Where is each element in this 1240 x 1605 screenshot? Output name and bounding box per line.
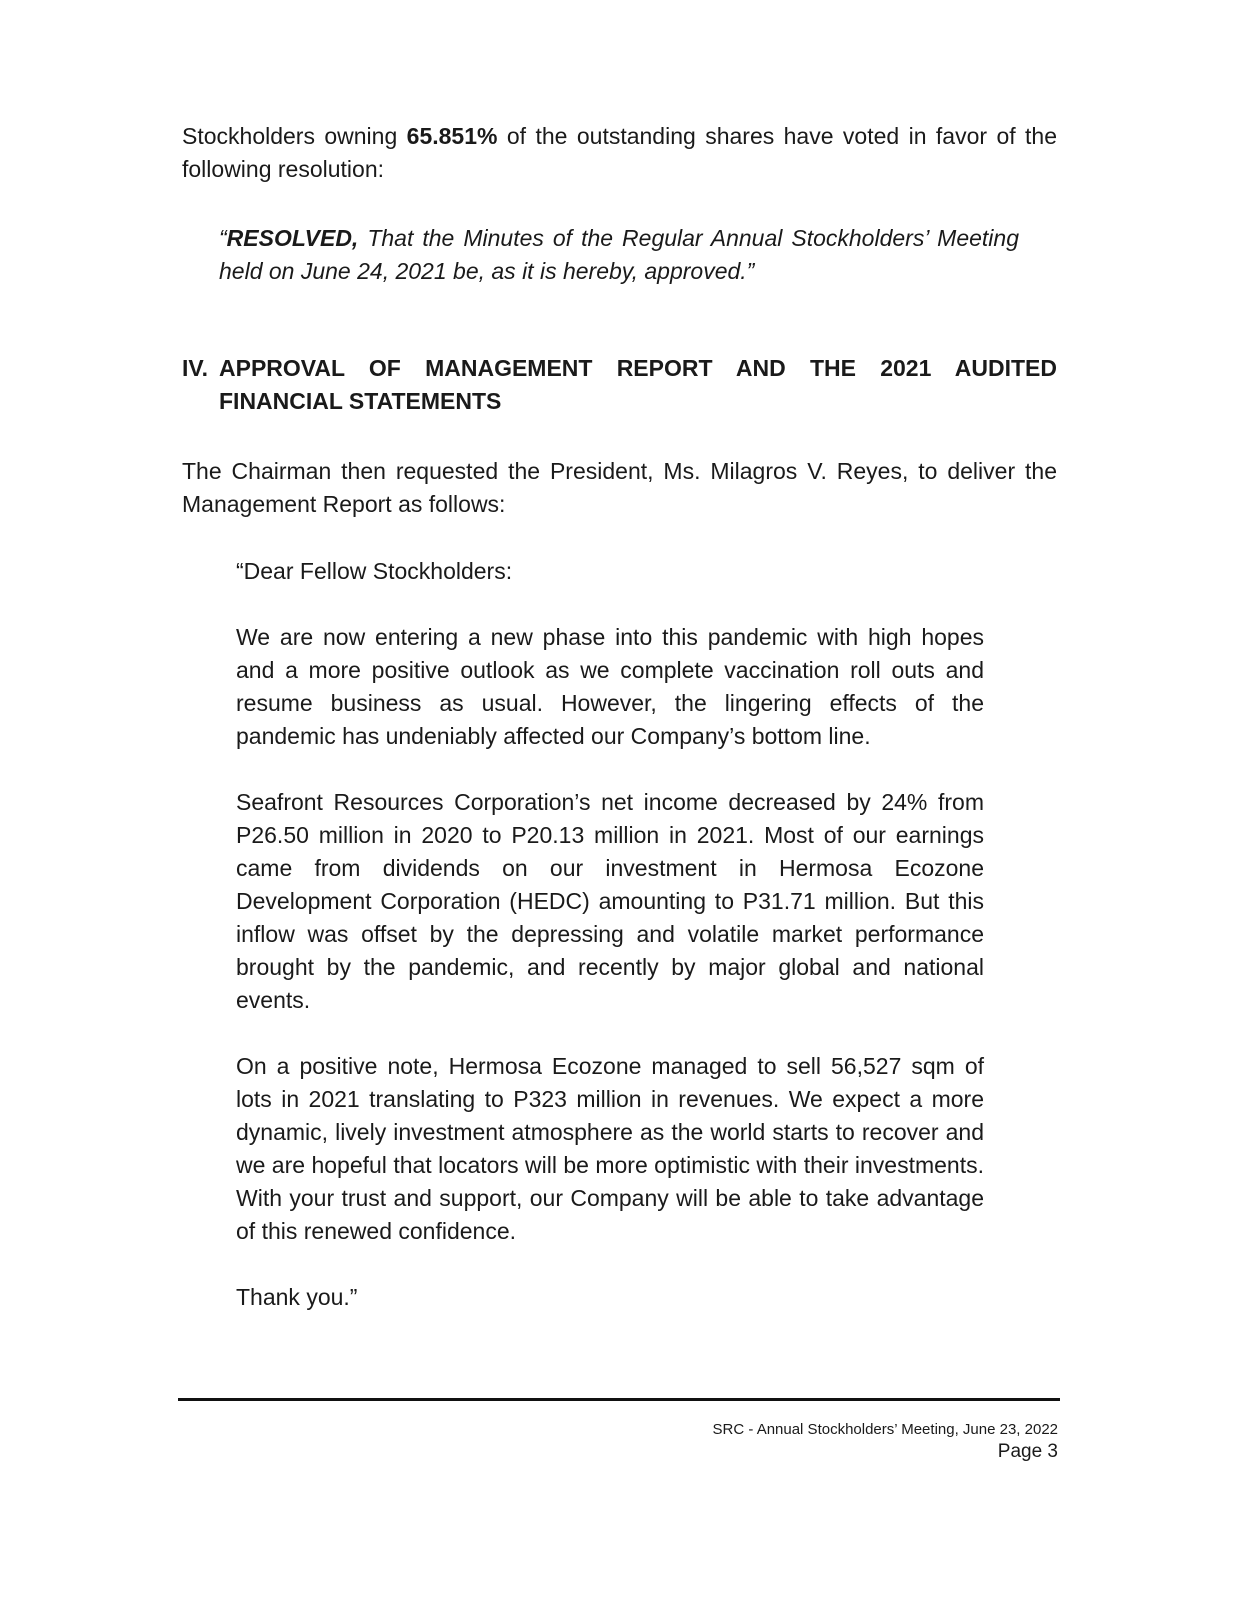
resolution-text — [219, 222, 1019, 288]
section-title-line2: FINANCIAL STATEMENTS — [219, 388, 502, 414]
vote-intro — [182, 120, 1057, 186]
letter-paragraph: Seafront Resources Corporation’s net income decreased by 24% from P26.50 million in 2020 to P20.13 million in 2021. Most of our earnings came from dividends on our investment in Hermosa Ecozone Development Corporation (HEDC) amounting to P31.71 million. But this inflow was offset by the depressing and volatile market performance brought by the pandemic, and recently by major global and national events. — [236, 789, 984, 1013]
letter-paragraph: We are now entering a new phase into this pandemic with high hopes and a more positive outlook as we complete vaccination roll outs and resume business as usual. However, the lingering effects of the pandemic has undeniably affected our Company’s bottom line. — [236, 624, 984, 749]
footer-divider — [178, 1398, 1060, 1401]
letter-paragraph: On a positive note, Hermosa Ecozone managed to sell 56,527 sqm of lots in 2021 translating to P323 million in revenues. We expect a more dynamic, lively investment atmosphere as the world starts to recover and we are hopeful that locators will be more optimistic with their investments. With your trust and support, our Company will be able to take advantage of this renewed confidence. — [236, 1053, 984, 1244]
intro-text-end: of the outstanding shares have voted in favor of the following resolution: — [182, 123, 1058, 182]
page-footer — [713, 1420, 1058, 1464]
management-report-letter — [236, 555, 984, 1314]
intro-text: Stockholders owning — [182, 123, 407, 149]
section-heading — [182, 352, 1057, 418]
section-title-line1: APPROVAL OF MANAGEMENT REPORT AND THE 2021 AUDITED — [219, 355, 1057, 381]
vote-percent: 65.851% — [406, 123, 498, 149]
section-number: IV. — [182, 355, 209, 381]
letter-closing: Thank you.” — [236, 1284, 358, 1310]
resolution-open-quote: “ — [219, 225, 227, 251]
chairman-request: The Chairman then requested the President, Ms. Milagros V. Reyes, to deliver the Management Report as follows: — [182, 458, 1057, 517]
resolved-keyword: RESOLVED, — [226, 225, 359, 251]
resolution-body: That the Minutes of the Regular Annual Stockholders’ Meeting held on June 24, 2021 be, as it is hereby, approved.” — [219, 225, 1019, 284]
page-number: Page 3 — [997, 1441, 1058, 1462]
letter-salutation: “Dear Fellow Stockholders: — [236, 558, 513, 584]
footer-meeting-info: SRC - Annual Stockholders’ Meeting, June 23, 2022 — [712, 1421, 1058, 1438]
